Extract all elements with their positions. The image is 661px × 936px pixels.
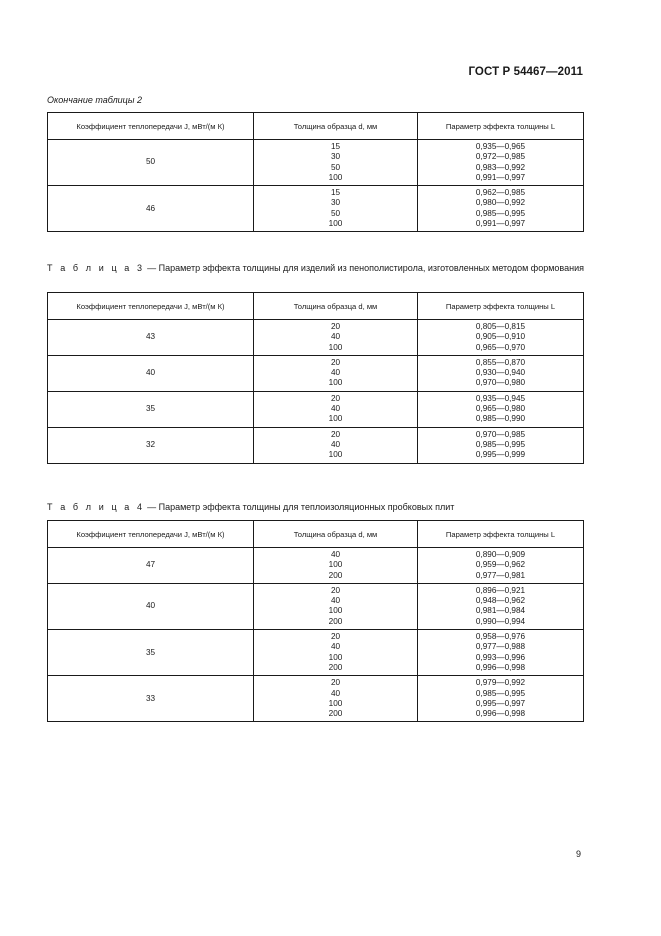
table-row xyxy=(48,320,584,356)
coefficient-cell: 46 xyxy=(48,186,254,232)
parameter-cell xyxy=(418,391,584,427)
parameter-value: 0,905—0,910 xyxy=(475,332,526,342)
column-header-parameter: Параметр эффекта толщины L xyxy=(418,113,584,140)
column-header-parameter: Параметр эффекта толщины L xyxy=(418,293,584,320)
thickness-value: 100 xyxy=(328,652,343,662)
parameter-value: 0,983—0,992 xyxy=(475,162,526,172)
parameter-value: 0,930—0,940 xyxy=(475,368,526,378)
parameter-value: 0,981—0,984 xyxy=(475,606,526,616)
thickness-value: 100 xyxy=(328,414,343,424)
parameter-value: 0,991—0,997 xyxy=(475,172,526,182)
column-header-coefficient: Коэффициент теплопередачи J, мВт/(м К) xyxy=(48,521,254,548)
table-header-row xyxy=(48,293,584,320)
document-standard-header: ГОСТ Р 54467—2011 xyxy=(468,66,583,78)
parameter-value: 0,985—0,990 xyxy=(475,414,526,424)
parameter-value: 0,996—0,998 xyxy=(475,709,526,719)
thickness-value: 20 xyxy=(330,678,341,688)
thickness-value: 20 xyxy=(330,429,341,439)
table-row xyxy=(48,583,584,629)
coefficient-cell: 35 xyxy=(48,630,254,676)
table3-caption-label: Т а б л и ц а 3 xyxy=(47,263,145,273)
parameter-cell xyxy=(418,355,584,391)
parameter-value: 0,959—0,962 xyxy=(475,560,526,570)
thickness-value: 15 xyxy=(330,188,341,198)
column-header-coefficient: Коэффициент теплопередачи J, мВт/(м К) xyxy=(48,293,254,320)
parameter-value: 0,977—0,988 xyxy=(475,642,526,652)
column-header-coefficient: Коэффициент теплопередачи J, мВт/(м К) xyxy=(48,113,254,140)
parameter-value: 0,985—0,995 xyxy=(475,688,526,698)
thickness-value: 100 xyxy=(328,342,343,352)
coefficient-cell: 50 xyxy=(48,140,254,186)
table-row xyxy=(48,548,584,584)
thickness-value: 40 xyxy=(330,368,341,378)
thickness-value: 40 xyxy=(330,642,341,652)
parameter-cell xyxy=(418,548,584,584)
coefficient-cell: 40 xyxy=(48,355,254,391)
table4 xyxy=(47,520,584,722)
table4-caption xyxy=(47,502,454,513)
thickness-value: 15 xyxy=(330,142,341,151)
thickness-value: 200 xyxy=(328,616,343,626)
coefficient-cell: 40 xyxy=(48,583,254,629)
thickness-value: 100 xyxy=(328,560,343,570)
thickness-cell xyxy=(254,391,418,427)
table-row xyxy=(48,391,584,427)
table-row xyxy=(48,630,584,676)
thickness-cell xyxy=(254,140,418,186)
thickness-value: 100 xyxy=(328,450,343,460)
coefficient-cell: 33 xyxy=(48,676,254,722)
column-header-thickness: Толщина образца d, мм xyxy=(254,521,418,548)
parameter-value: 0,993—0,996 xyxy=(475,652,526,662)
page-number: 9 xyxy=(576,849,582,859)
thickness-value: 40 xyxy=(330,439,341,449)
thickness-cell xyxy=(254,548,418,584)
table-row xyxy=(48,427,584,463)
thickness-value: 100 xyxy=(328,606,343,616)
thickness-value: 30 xyxy=(330,198,341,208)
column-header-thickness: Толщина образца d, мм xyxy=(254,293,418,320)
parameter-cell xyxy=(418,583,584,629)
thickness-value: 200 xyxy=(328,570,343,580)
parameter-value: 0,965—0,970 xyxy=(475,342,526,352)
parameter-value: 0,991—0,997 xyxy=(475,219,526,229)
parameter-value: 0,965—0,980 xyxy=(475,404,526,414)
table3-caption xyxy=(47,263,585,274)
thickness-cell xyxy=(254,583,418,629)
thickness-value: 20 xyxy=(330,585,341,595)
parameter-value: 0,990—0,994 xyxy=(475,616,526,626)
table3 xyxy=(47,292,584,464)
parameter-value: 0,958—0,976 xyxy=(475,632,526,642)
thickness-value: 20 xyxy=(330,632,341,642)
parameter-value: 0,979—0,992 xyxy=(475,678,526,688)
column-header-thickness: Толщина образца d, мм xyxy=(254,113,418,140)
parameter-value: 0,890—0,909 xyxy=(475,550,526,559)
table4-caption-text: — Параметр эффекта толщины для теплоизоляционных пробковых плит xyxy=(144,502,455,512)
thickness-cell xyxy=(254,630,418,676)
coefficient-cell: 32 xyxy=(48,427,254,463)
thickness-value: 200 xyxy=(328,709,343,719)
parameter-value: 0,995—0,999 xyxy=(475,450,526,460)
thickness-value: 20 xyxy=(330,322,341,331)
parameter-cell xyxy=(418,186,584,232)
table-row xyxy=(48,355,584,391)
parameter-value: 0,996—0,998 xyxy=(475,662,526,672)
thickness-value: 100 xyxy=(328,698,343,708)
table2-caption: Окончание таблицы 2 xyxy=(47,95,142,105)
parameter-value: 0,805—0,815 xyxy=(475,322,526,331)
thickness-cell xyxy=(254,676,418,722)
parameter-value: 0,935—0,945 xyxy=(475,393,526,403)
table-header-row xyxy=(48,113,584,140)
parameter-cell xyxy=(418,676,584,722)
parameter-value: 0,935—0,965 xyxy=(475,142,526,151)
table-header-row xyxy=(48,521,584,548)
thickness-cell xyxy=(254,320,418,356)
column-header-parameter: Параметр эффекта толщины L xyxy=(418,521,584,548)
parameter-value: 0,985—0,995 xyxy=(475,439,526,449)
thickness-cell xyxy=(254,355,418,391)
parameter-value: 0,855—0,870 xyxy=(475,357,526,367)
thickness-value: 40 xyxy=(330,550,341,559)
parameter-value: 0,970—0,980 xyxy=(475,378,526,388)
table-row xyxy=(48,186,584,232)
thickness-value: 40 xyxy=(330,688,341,698)
thickness-value: 100 xyxy=(328,378,343,388)
coefficient-cell: 43 xyxy=(48,320,254,356)
table-row xyxy=(48,140,584,186)
thickness-value: 40 xyxy=(330,404,341,414)
thickness-value: 50 xyxy=(330,208,341,218)
parameter-cell xyxy=(418,140,584,186)
thickness-value: 40 xyxy=(330,332,341,342)
thickness-value: 20 xyxy=(330,357,341,367)
thickness-value: 40 xyxy=(330,596,341,606)
coefficient-cell: 47 xyxy=(48,548,254,584)
thickness-value: 200 xyxy=(328,662,343,672)
parameter-value: 0,962—0,985 xyxy=(475,188,526,198)
parameter-value: 0,970—0,985 xyxy=(475,429,526,439)
thickness-value: 20 xyxy=(330,393,341,403)
parameter-value: 0,980—0,992 xyxy=(475,198,526,208)
thickness-cell xyxy=(254,427,418,463)
table4-caption-label: Т а б л и ц а 4 xyxy=(47,502,145,512)
parameter-cell xyxy=(418,630,584,676)
table-row xyxy=(48,676,584,722)
parameter-cell xyxy=(418,320,584,356)
coefficient-cell: 35 xyxy=(48,391,254,427)
thickness-value: 100 xyxy=(328,219,343,229)
parameter-value: 0,985—0,995 xyxy=(475,208,526,218)
parameter-value: 0,896—0,921 xyxy=(475,585,526,595)
thickness-value: 50 xyxy=(330,162,341,172)
table2 xyxy=(47,112,584,232)
thickness-value: 30 xyxy=(330,152,341,162)
table3-caption-text: — Параметр эффекта толщины для изделий из пенополистирола, изготовленных методом формования xyxy=(144,263,584,273)
parameter-value: 0,948—0,962 xyxy=(475,596,526,606)
thickness-cell xyxy=(254,186,418,232)
thickness-value: 100 xyxy=(328,172,343,182)
parameter-value: 0,972—0,985 xyxy=(475,152,526,162)
parameter-value: 0,995—0,997 xyxy=(475,698,526,708)
parameter-value: 0,977—0,981 xyxy=(475,570,526,580)
parameter-cell xyxy=(418,427,584,463)
